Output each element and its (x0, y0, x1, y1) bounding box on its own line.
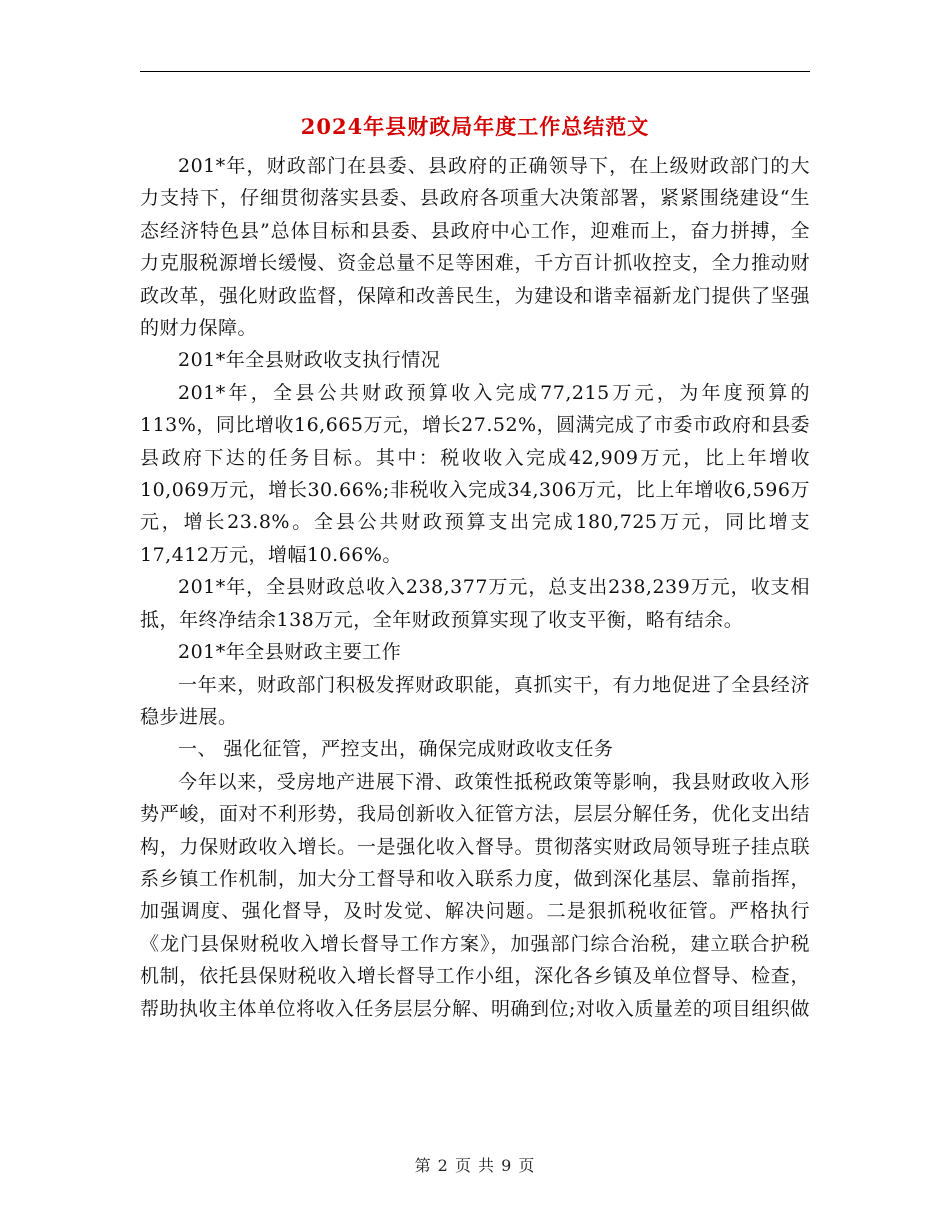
header-rule (140, 71, 810, 72)
section-heading-execution: 201*年全县财政收支执行情况 (178, 349, 441, 372)
paragraph-intro: 201*年，财政部门在县委、县政府的正确领导下，在上级财政部门的大力支持下，仔细贯彻落实县委、县政府各项重大决策部署，紧紧围绕建设“生态经济特色县”总体目标和县委、县政府中心工作，迎难而上，奋力拼搏，全力克服税源增长缓慢、资金总量不足等困难，千方百计抓收控支，全力推动财政改革，强化财政监督，保障和改善民生，为建设和谐幸福新龙门提供了坚强的财力保障。 (140, 155, 810, 340)
paragraph-collection: 今年以来，受房地产进展下滑、政策性抵税政策等影响，我县财政收入形势严峻，面对不利形势，我局创新收入征管方法，层层分解任务，优化支出结构，力保财政收入增长。一是强化收入督导。贯彻落实财政局领导班子挂点联系乡镇工作机制，加大分工督导和收入联系力度，做到深化基层、靠前指挥，加强调度、强化督导，及时发觉、解决问题。二是狠抓税收征管。严格执行《龙门县保财税收入增长督导工作方案》，加强部门综合治税，建立联合护税机制，依托县保财税收入增长督导工作小组，深化各乡镇及单位督导、检查，帮助执收主体单位将收入任务层层分解、明确到位;对收入质量差的项目组织做 (140, 770, 810, 1020)
paragraph-total-revenue: 201*年，全县财政总收入238,377万元，总支出238,239万元，收支相抵，年终净结余138万元，全年财政预算实现了收支平衡，略有结余。 (140, 576, 810, 631)
document-body (140, 150, 810, 1025)
section-heading-main-work: 201*年全县财政主要工作 (178, 641, 402, 664)
page-number: 第 2 页 共 9 页 (414, 1156, 536, 1175)
paragraph-budget-revenue: 201*年，全县公共财政预算收入完成77,215万元，为年度预算的113%，同比增收16,665万元，增长27.52%，圆满完成了市委市政府和县委县政府下达的任务目标。其中：税收收入完成42,909万元，比上年增收10,069万元，增长30.66%;非税收入完成34,306万元，比上年增收6,596万元，增长23.8%。全县公共财政预算支出完成180,725万元，同比增支17,412万元，增幅10.66%。 (140, 381, 810, 566)
paragraph-overview: 一年来，财政部门积极发挥财政职能，真抓实干，有力地促进了全县经济稳步进展。 (140, 673, 810, 728)
subsection-heading-1: 一、 强化征管，严控支出，确保完成财政收支任务 (178, 738, 614, 761)
document-title: 2024年县财政局年度工作总结范文 (300, 114, 650, 139)
